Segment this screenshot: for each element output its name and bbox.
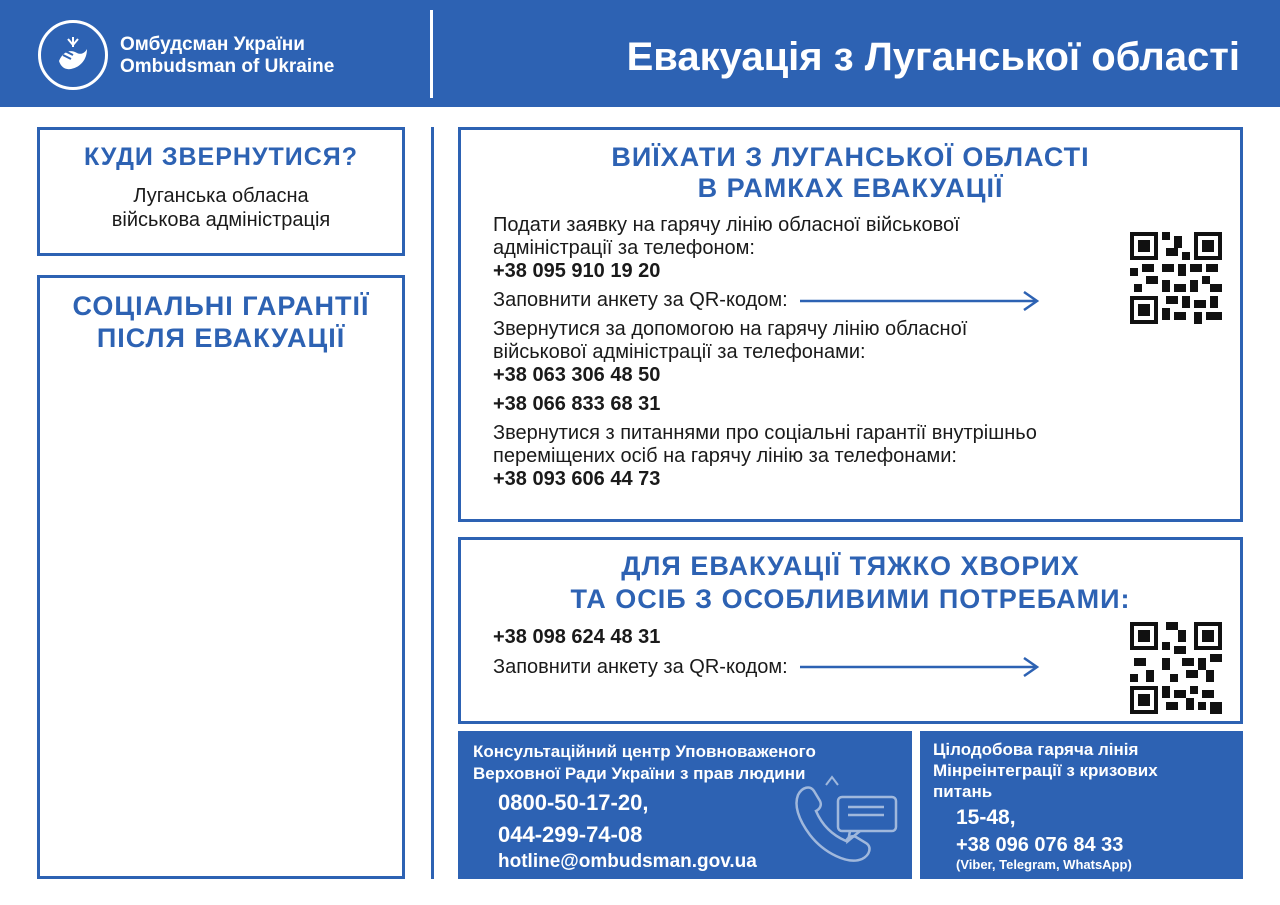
- arrow-right-icon: [800, 657, 1040, 677]
- special-needs-qr-row: [493, 655, 1093, 679]
- where-body-line1: Луганська обласна: [133, 185, 309, 207]
- hotline-title-line2: Мінреінтеграції з кризових: [933, 761, 1158, 780]
- help-phone-1[interactable]: +38 063 306 48 50: [493, 364, 661, 386]
- header-divider: [430, 10, 433, 98]
- qr-row: [493, 289, 1213, 312]
- qr-code-icon[interactable]: [1130, 232, 1222, 324]
- logo-text: [120, 34, 334, 78]
- special-needs-title-line2: ТА ОСІБ З ОСОБЛИВИМИ ПОТРЕБАМИ:: [570, 584, 1131, 614]
- help-text-line1: Звернутися за допомогою на гарячу лінію обласної: [493, 318, 968, 340]
- social-question-line2: переміщених осіб на гарячу лінію за телефонами:: [493, 445, 957, 467]
- consultation-title-line1: Консультаційний центр Уповноваженого: [473, 742, 816, 761]
- logo-line-en: Ombudsman of Ukraine: [120, 56, 335, 77]
- consultation-center-box: [458, 731, 912, 879]
- header: [0, 0, 1280, 107]
- special-needs-title: [461, 540, 1240, 616]
- evacuation-title-line2: В РАМКАХ ЕВАКУАЦІЇ: [697, 173, 1004, 203]
- special-needs-title-line1: ДЛЯ ЕВАКУАЦІЇ ТЯЖКО ХВОРИХ: [621, 551, 1080, 581]
- where-title: КУДИ ЗВЕРНУТИСЯ?: [83, 143, 359, 171]
- ombudsman-logo-icon: [38, 20, 108, 90]
- hotline-messengers-note: (Viber, Telegram, WhatsApp): [956, 857, 1132, 872]
- consultation-phone-1[interactable]: 0800-50-17-20,: [498, 790, 649, 815]
- evacuation-box: [458, 127, 1243, 522]
- where-to-apply-box: [37, 127, 405, 256]
- hotline-phone-2[interactable]: +38 096 076 84 33: [956, 834, 1124, 856]
- where-body: [40, 184, 402, 232]
- hotline-title-line3: питань: [933, 782, 993, 801]
- apply-text-line1: Подати заявку на гарячу лінію обласної військової: [493, 214, 960, 236]
- hotline-title: [933, 739, 1233, 802]
- apply-phone[interactable]: +38 095 910 19 20: [493, 260, 661, 282]
- social-guarantees-box: [37, 275, 405, 879]
- hotline-phone-1[interactable]: 15-48,: [956, 806, 1016, 829]
- consultation-phone-2[interactable]: 044-299-74-08: [498, 822, 643, 847]
- social-phone[interactable]: +38 093 606 44 73: [493, 468, 661, 490]
- page-title: Евакуація з Луганської області: [626, 35, 1240, 79]
- arrow-right-icon: [800, 291, 1040, 311]
- phone-chat-icon: [788, 775, 903, 875]
- consultation-email[interactable]: hotline@ombudsman.gov.ua: [498, 851, 757, 872]
- consultation-title-line2: Верховної Ради України з прав людини: [473, 764, 806, 783]
- column-divider: [431, 127, 434, 879]
- evacuation-title: [461, 130, 1240, 204]
- help-text-line2: військової адміністрації за телефонами:: [493, 341, 866, 363]
- special-needs-phone[interactable]: +38 098 624 48 31: [493, 626, 661, 648]
- evacuation-title-line1: ВИЇХАТИ З ЛУГАНСЬКОЇ ОБЛАСТІ: [611, 142, 1090, 172]
- logo-line-ua: Омбудсман України: [120, 34, 305, 55]
- qr-code-icon[interactable]: [1130, 622, 1222, 714]
- special-needs-box: [458, 537, 1243, 724]
- apply-text-line2: адміністрації за телефоном:: [493, 237, 755, 259]
- social-title: [40, 278, 402, 354]
- special-needs-qr-instruction: Заповнити анкету за QR-кодом:: [493, 656, 788, 678]
- crisis-hotline-box: [920, 731, 1243, 879]
- social-question-line1: Звернутися з питаннями про соціальні гарантії внутрішньо: [493, 422, 1037, 444]
- social-title-line2: ПІСЛЯ ЕВАКУАЦІЇ: [96, 323, 346, 353]
- help-phone-2[interactable]: +38 066 833 68 31: [493, 393, 661, 415]
- special-needs-content: [493, 625, 1093, 679]
- evacuation-content: [493, 214, 1213, 491]
- social-title-line1: СОЦІАЛЬНІ ГАРАНТІЇ: [72, 291, 370, 321]
- qr-instruction: Заповнити анкету за QR-кодом:: [493, 289, 788, 311]
- hotline-title-line1: Цілодобова гаряча лінія: [933, 740, 1139, 759]
- where-body-line2: військова адміністрація: [111, 209, 331, 231]
